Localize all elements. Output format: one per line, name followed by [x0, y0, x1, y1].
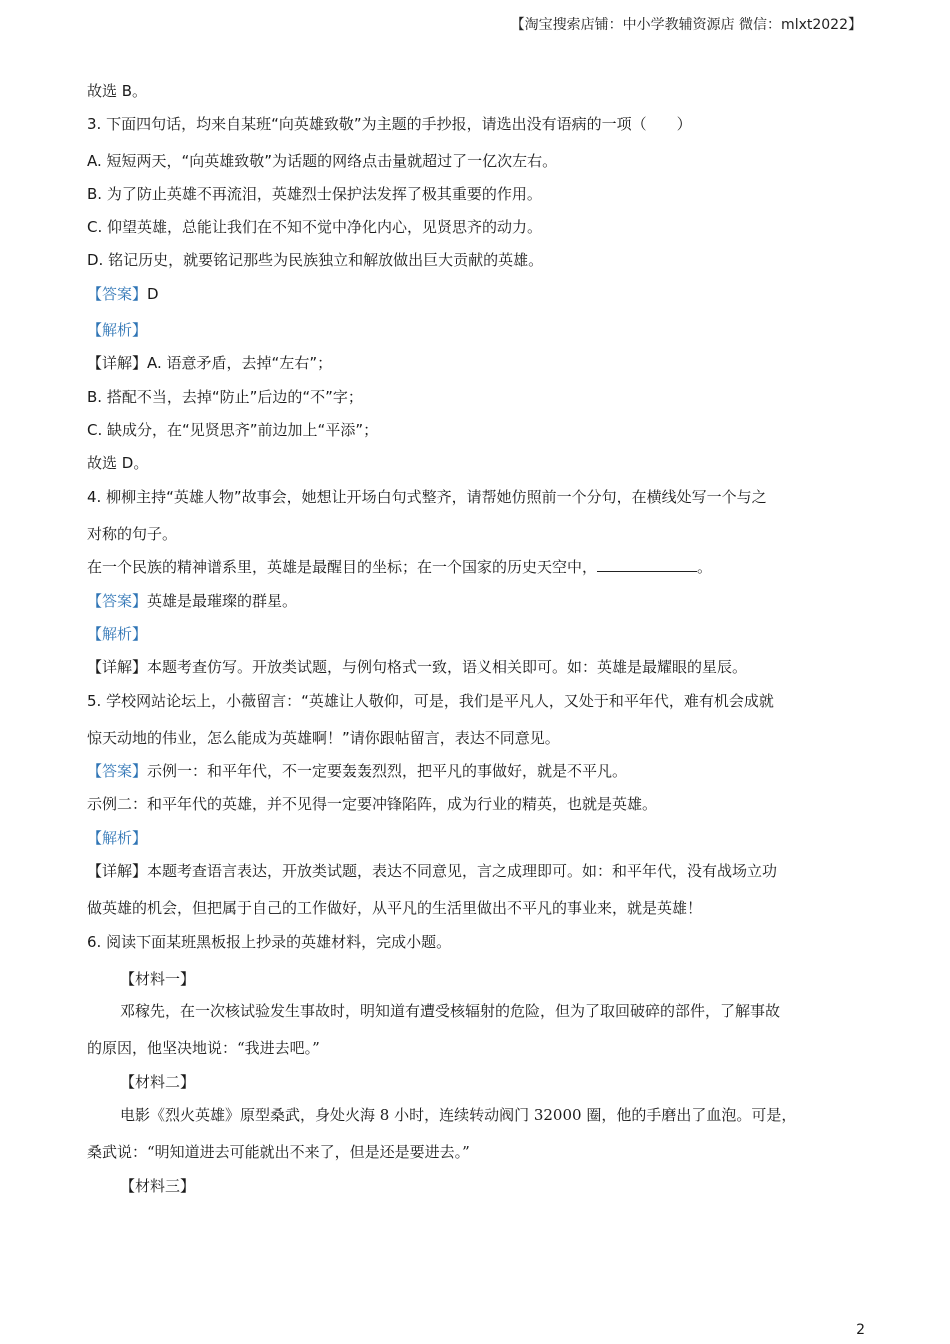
detail-line [87, 860, 777, 882]
detail-line: 故选 D。 [87, 454, 149, 472]
prompt-end: 。 [697, 558, 713, 576]
material-2-title: 【材料二】 [120, 1073, 196, 1091]
answer-line [87, 590, 297, 612]
question-4: 4. 柳柳主持“英雄人物”故事会，她想让开场白句式整齐，请帮她仿照前一个分句，在横线处写一个与之 [87, 488, 767, 506]
material-3-title: 【材料三】 [120, 1177, 196, 1195]
question-5: 5. 学校网站论坛上，小薇留言：“英雄让人敬仰，可是，我们是平凡人，又处于和平年代，难有机会成就 [87, 692, 774, 710]
option-b: B. 为了防止英雄不再流泪，英雄烈士保护法发挥了极其重要的作用。 [87, 185, 542, 203]
text-line: 故选 B。 [87, 82, 148, 100]
question-3: 3. 下面四句话，均来自某班“向英雄致敬”为主题的手抄报，请选出没有语病的一项（ ） [87, 115, 692, 133]
detail-tag: 【详解】 [87, 862, 148, 880]
detail-tag: 【详解】 [87, 354, 148, 372]
analysis-tag: 【解析】 [87, 829, 148, 847]
answer-text: 英雄是最璀璨的群星。 [147, 592, 298, 610]
option-c: C. 仰望英雄，总能让我们在不知不觉中净化内心，见贤思齐的动力。 [87, 218, 543, 236]
detail-line [87, 656, 747, 678]
detail-tag: 【详解】 [87, 658, 148, 676]
question-6: 6. 阅读下面某班黑板报上抄录的英雄材料，完成小题。 [87, 933, 452, 951]
answer-line [87, 760, 627, 782]
detail-line: C. 缺成分，在“见贤思齐”前边加上“平添”； [87, 421, 379, 439]
detail-text: A. 语意矛盾，去掉“左右”； [147, 354, 333, 372]
material-1-text: 邓稼先，在一次核试验发生事故时，明知道有遭受核辐射的危险，但为了取回破碎的部件，了解事故 [120, 1002, 781, 1020]
question-4-prompt [87, 556, 712, 578]
detail-line [87, 352, 332, 374]
detail-text: 本题考查语言表达，开放类试题，表达不同意见，言之成理即可。如：和平年代，没有战场立功 [147, 862, 778, 880]
analysis-tag: 【解析】 [87, 625, 148, 643]
analysis-tag: 【解析】 [87, 321, 148, 339]
answer-line: 示例二：和平年代的英雄，并不见得一定要冲锋陷阵，成为行业的精英，也就是英雄。 [87, 795, 658, 813]
material-2-text: 电影《烈火英雄》原型桑武，身处火海 8 小时，连续转动阀门 32000 圈，他的手磨出了血泡。可是， [120, 1106, 797, 1124]
question-4-cont: 对称的句子。 [87, 525, 178, 543]
material-1-title: 【材料一】 [120, 970, 196, 988]
answer-tag: 【答案】 [87, 762, 148, 780]
page-header: 【淘宝搜索店铺：中小学教辅资源店 微信：mlxt2022】 [510, 17, 862, 33]
prompt-text: 在一个民族的精神谱系里，英雄是最醒目的坐标；在一个国家的历史天空中， [87, 558, 598, 576]
answer-text: 示例一：和平年代，不一定要轰轰烈烈，把平凡的事做好，就是不平凡。 [147, 762, 628, 780]
detail-line: 做英雄的机会，但把属于自己的工作做好，从平凡的生活里做出不平凡的事业来，就是英雄！ [87, 899, 703, 917]
fill-blank [597, 557, 697, 572]
detail-line: B. 搭配不当，去掉“防止”后边的“不”字； [87, 388, 363, 406]
material-2-text: 桑武说：“明知道进去可能就出不来了，但是还是要进去。” [87, 1143, 470, 1161]
option-a: A. 短短两天，“向英雄致敬”为话题的网络点击量就超过了一亿次左右。 [87, 152, 558, 170]
question-5-cont: 惊天动地的伟业，怎么能成为英雄啊！”请你跟帖留言，表达不同意见。 [87, 729, 560, 747]
answer-tag: 【答案】 [87, 592, 148, 610]
material-1-text: 的原因，他坚决地说：“我进去吧。” [87, 1039, 320, 1057]
page-number: 2 [856, 1322, 865, 1338]
answer-line [87, 283, 159, 305]
option-d: D. 铭记历史，就要铭记那些为民族独立和解放做出巨大贡献的英雄。 [87, 251, 544, 269]
answer-text: D [147, 285, 159, 303]
detail-text: 本题考查仿写。开放类试题，与例句格式一致，语义相关即可。如：英雄是最耀眼的星辰。 [147, 658, 748, 676]
answer-tag: 【答案】 [87, 285, 148, 303]
